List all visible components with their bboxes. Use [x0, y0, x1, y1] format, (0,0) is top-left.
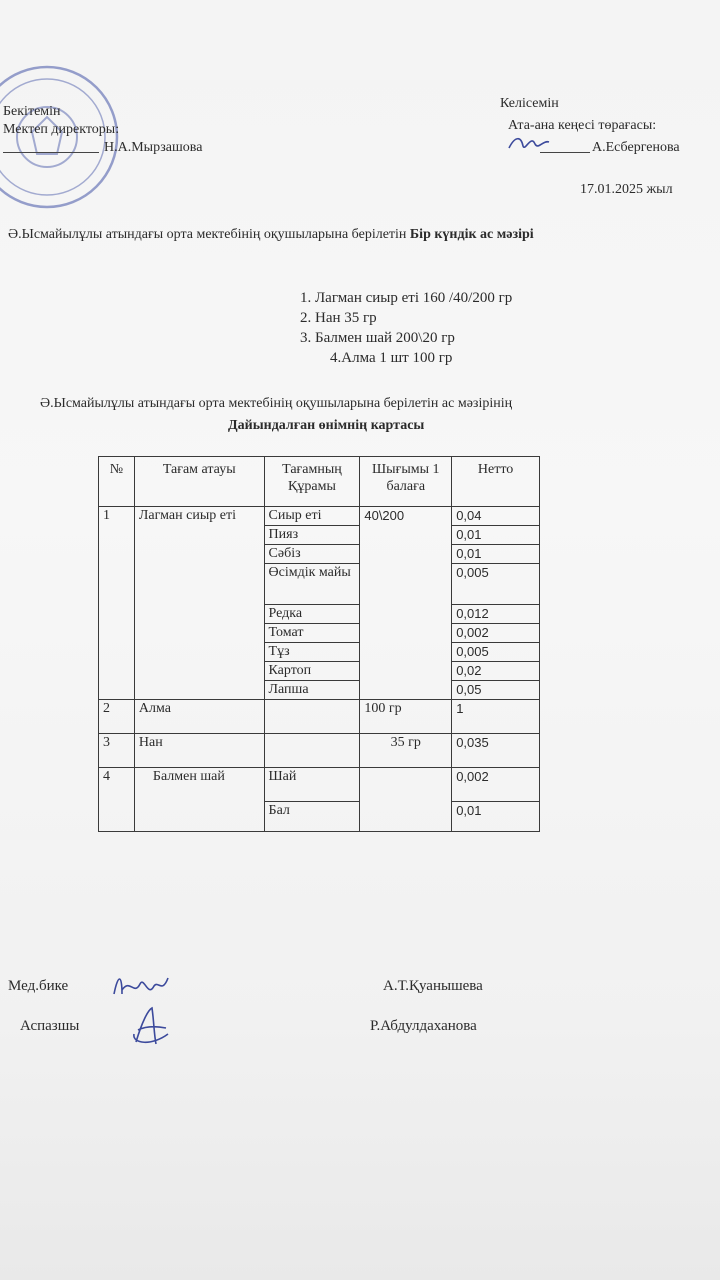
menu-item: 4.Алма 1 шт 100 гр [330, 350, 453, 366]
agree-date: 17.01.2025 жыл [580, 182, 673, 197]
menu-item: 3. Балмен шай 200\20 гр [300, 330, 455, 346]
menu-heading [8, 227, 534, 243]
card-title-line2: Дайындалған өнімнің картасы [228, 418, 425, 433]
cell-net: 0,005 [452, 564, 540, 605]
nurse-signature [108, 968, 172, 1004]
cell-ingredient: Сәбіз [264, 545, 360, 564]
cell-net: 0,01 [452, 526, 540, 545]
col-header-yield: Шығымы 1 балаға [360, 457, 452, 507]
cell-net: 0,01 [452, 545, 540, 564]
approve-role: Мектеп директоры: [3, 122, 120, 137]
agree-name: А.Есбергенова [592, 140, 680, 155]
cell-net: 1 [452, 700, 540, 734]
cell-dish: Лагман сиыр еті [134, 507, 264, 700]
cook-role: Аспазшы [20, 1018, 80, 1034]
cell-ingredient: Сиыр еті [264, 507, 360, 526]
menu-item: 2. Нан 35 гр [300, 310, 377, 326]
cell-net: 0,002 [452, 768, 540, 802]
col-header-net: Нетто [452, 457, 540, 507]
table-row [99, 734, 540, 768]
cell-net: 0,05 [452, 681, 540, 700]
approve-name: Н.А.Мырзашова [104, 140, 203, 155]
cell-no: 4 [99, 768, 135, 832]
col-header-ingredients: Тағамның Құрамы [264, 457, 360, 507]
cell-ingredient: Өсімдік майы [264, 564, 360, 605]
menu-list [300, 288, 512, 368]
agree-title: Келісемін [500, 96, 559, 111]
cell-net: 0,005 [452, 643, 540, 662]
cell-net: 0,002 [452, 624, 540, 643]
cell-no: 1 [99, 507, 135, 700]
approve-sign-line [3, 152, 99, 153]
cell-net: 0,035 [452, 734, 540, 768]
cell-net: 0,01 [452, 802, 540, 832]
cell-yield: 100 гр [360, 700, 452, 734]
cell-no: 3 [99, 734, 135, 768]
cell-net: 0,04 [452, 507, 540, 526]
cell-ingredient: Пияз [264, 526, 360, 545]
cell-no: 2 [99, 700, 135, 734]
approve-title: Бекітемін [3, 104, 61, 119]
agree-role: Ата-ана кеңесі төрағасы: [508, 118, 657, 133]
cell-net: 0,02 [452, 662, 540, 681]
table-row [99, 507, 540, 526]
cook-signature [128, 1004, 174, 1048]
cell-net: 0,012 [452, 605, 540, 624]
cook-name: Р.Абдулдаханова [370, 1018, 477, 1034]
cell-yield: 40\200 [360, 507, 452, 700]
cell-yield: 35 гр [360, 734, 452, 768]
cell-ingredient: Лапша [264, 681, 360, 700]
cell-yield [360, 768, 452, 832]
cell-ingredient: Редка [264, 605, 360, 624]
menu-item: 1. Лагман сиыр еті 160 /40/200 гр [300, 290, 513, 306]
col-header-no: № [99, 457, 135, 507]
cell-ingredient [264, 734, 360, 768]
cell-ingredient: Тұз [264, 643, 360, 662]
col-header-dish: Тағам атауы [134, 457, 264, 507]
card-title-line1: Ә.Ысмайылұлы атындағы орта мектебінің оқушыларына берілетін ас мәзірінің [40, 396, 513, 411]
cell-ingredient: Шай [264, 768, 360, 802]
table-header-row [99, 457, 540, 507]
product-card-table [98, 456, 540, 832]
cell-dish: Балмен шай [134, 768, 264, 832]
menu-heading-text: Ә.Ысмайылұлы атындағы орта мектебінің оқушыларына берілетін [8, 227, 407, 242]
nurse-name: А.Т.Қуанышева [383, 978, 483, 994]
cell-ingredient: Картоп [264, 662, 360, 681]
menu-heading-bold: Бір күндік ас мәзірі [409, 227, 534, 242]
table-row [99, 768, 540, 802]
cell-dish: Нан [134, 734, 264, 768]
cell-dish: Алма [134, 700, 264, 734]
cell-ingredient [264, 700, 360, 734]
table-row [99, 700, 540, 734]
agree-sign-line [540, 152, 590, 153]
cell-ingredient: Томат [264, 624, 360, 643]
nurse-role: Мед.бике [8, 978, 69, 994]
cell-ingredient: Бал [264, 802, 360, 832]
